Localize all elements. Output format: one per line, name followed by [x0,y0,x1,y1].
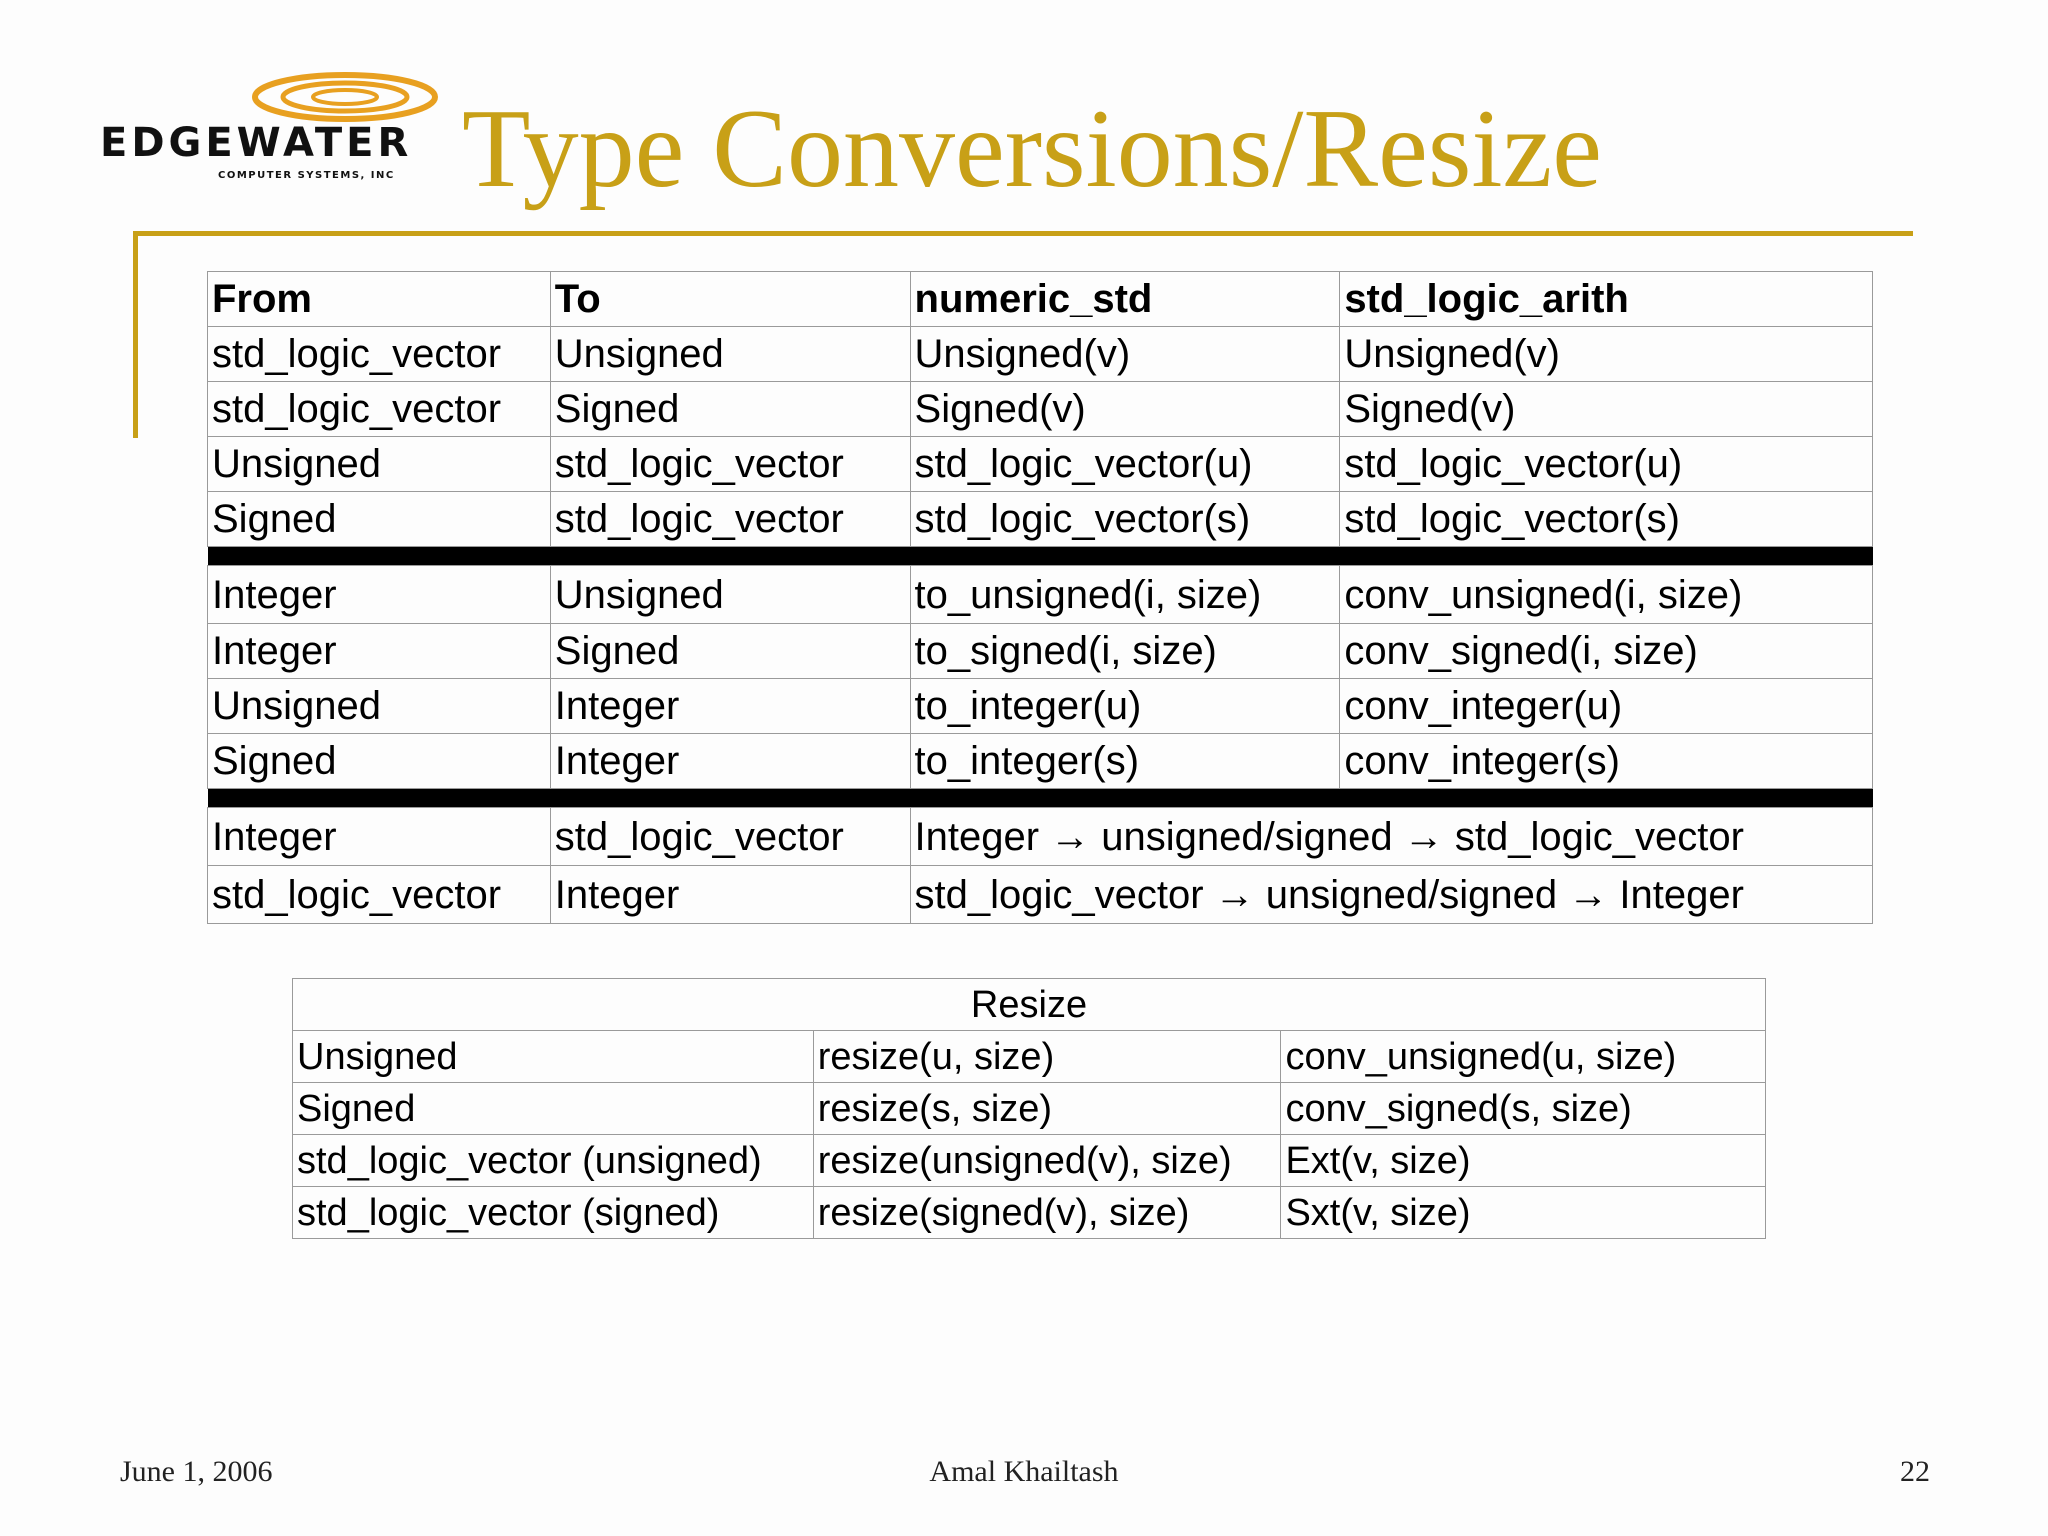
table-cell: std_logic_vector(s) [910,492,1340,547]
table-row [293,1083,1766,1135]
table-header-row [208,272,1873,327]
table-cell: Integer [550,734,910,789]
table-cell: to_unsigned(i, size) [910,566,1340,624]
table-cell: Signed [208,734,551,789]
title-rule-horizontal [133,231,1913,236]
table-cell: Unsigned(v) [1340,327,1873,382]
table-cell: Unsigned [550,327,910,382]
table-cell: conv_unsigned(u, size) [1281,1031,1766,1083]
table-row [208,382,1873,437]
table-cell: resize(signed(v), size) [813,1187,1281,1239]
resize-table [292,978,1766,1239]
header-cell: std_logic_arith [1340,272,1873,327]
table-cell: Sxt(v, size) [1281,1187,1766,1239]
table-cell: conv_integer(u) [1340,679,1873,734]
logo-subtitle: COMPUTER SYSTEMS, INC [218,170,395,181]
table-cell: std_logic_vector(u) [1340,437,1873,492]
group-separator [208,547,1873,566]
table-cell: std_logic_vector [208,382,551,437]
table-cell: Integer [550,866,910,924]
page-number: 22 [1900,1455,1930,1488]
header-cell: To [550,272,910,327]
table-row [208,866,1873,924]
table-cell: std_logic_vector(s) [1340,492,1873,547]
table-cell: Unsigned(v) [910,327,1340,382]
table-cell: Integer → unsigned/signed → std_logic_vector [910,808,1872,866]
table-cell: resize(unsigned(v), size) [813,1135,1281,1187]
header-cell: From [208,272,551,327]
table-row [208,808,1873,866]
table-cell: Unsigned [293,1031,814,1083]
slide-title: Type Conversions/Resize [462,87,1602,211]
table-cell: resize(u, size) [813,1031,1281,1083]
table-cell: std_logic_vector [208,327,551,382]
table-row [208,624,1873,679]
table-cell: Unsigned [208,679,551,734]
header-cell: numeric_std [910,272,1340,327]
table-row [293,1031,1766,1083]
table-cell: Signed [550,624,910,679]
table-cell: Integer [208,808,551,866]
table-cell: conv_signed(s, size) [1281,1083,1766,1135]
table-cell: std_logic_vector [550,437,910,492]
table-cell: std_logic_vector [550,492,910,547]
table-cell: conv_signed(i, size) [1340,624,1873,679]
table-cell: std_logic_vector (signed) [293,1187,814,1239]
footer-author: Amal Khailtash [929,1455,1119,1488]
table-cell: to_integer(u) [910,679,1340,734]
edgewater-logo [100,70,440,190]
table-row [208,679,1873,734]
table-cell: std_logic_vector(u) [910,437,1340,492]
logo-wordmark: EDGEWATER [100,120,413,166]
table-cell: std_logic_vector (unsigned) [293,1135,814,1187]
table-cell: std_logic_vector [550,808,910,866]
table-row [208,734,1873,789]
table-cell: std_logic_vector [208,866,551,924]
table-row [208,492,1873,547]
table-row [208,566,1873,624]
table-cell: conv_unsigned(i, size) [1340,566,1873,624]
table-cell: Integer [208,624,551,679]
table-row [293,1187,1766,1239]
ripple-logo-icon [250,70,440,125]
conversion-table [207,271,1873,924]
table-row [208,437,1873,492]
title-rule-vertical [133,231,138,438]
table-cell: to_signed(i, size) [910,624,1340,679]
table-cell: Integer [208,566,551,624]
resize-header: Resize [293,979,1766,1031]
table-cell: Integer [550,679,910,734]
table-row [208,327,1873,382]
table-cell: to_integer(s) [910,734,1340,789]
table-cell: Signed [550,382,910,437]
table-cell: std_logic_vector → unsigned/signed → Integer [910,866,1872,924]
table-cell: Unsigned [550,566,910,624]
group-separator [208,789,1873,808]
table-cell: Unsigned [208,437,551,492]
table-cell: resize(s, size) [813,1083,1281,1135]
table-cell: Signed [293,1083,814,1135]
table-cell: Signed(v) [910,382,1340,437]
table-cell: Ext(v, size) [1281,1135,1766,1187]
table-header-row [293,979,1766,1031]
footer-date: June 1, 2006 [120,1455,273,1488]
table-row [293,1135,1766,1187]
table-cell: Signed(v) [1340,382,1873,437]
table-cell: Signed [208,492,551,547]
table-cell: conv_integer(s) [1340,734,1873,789]
